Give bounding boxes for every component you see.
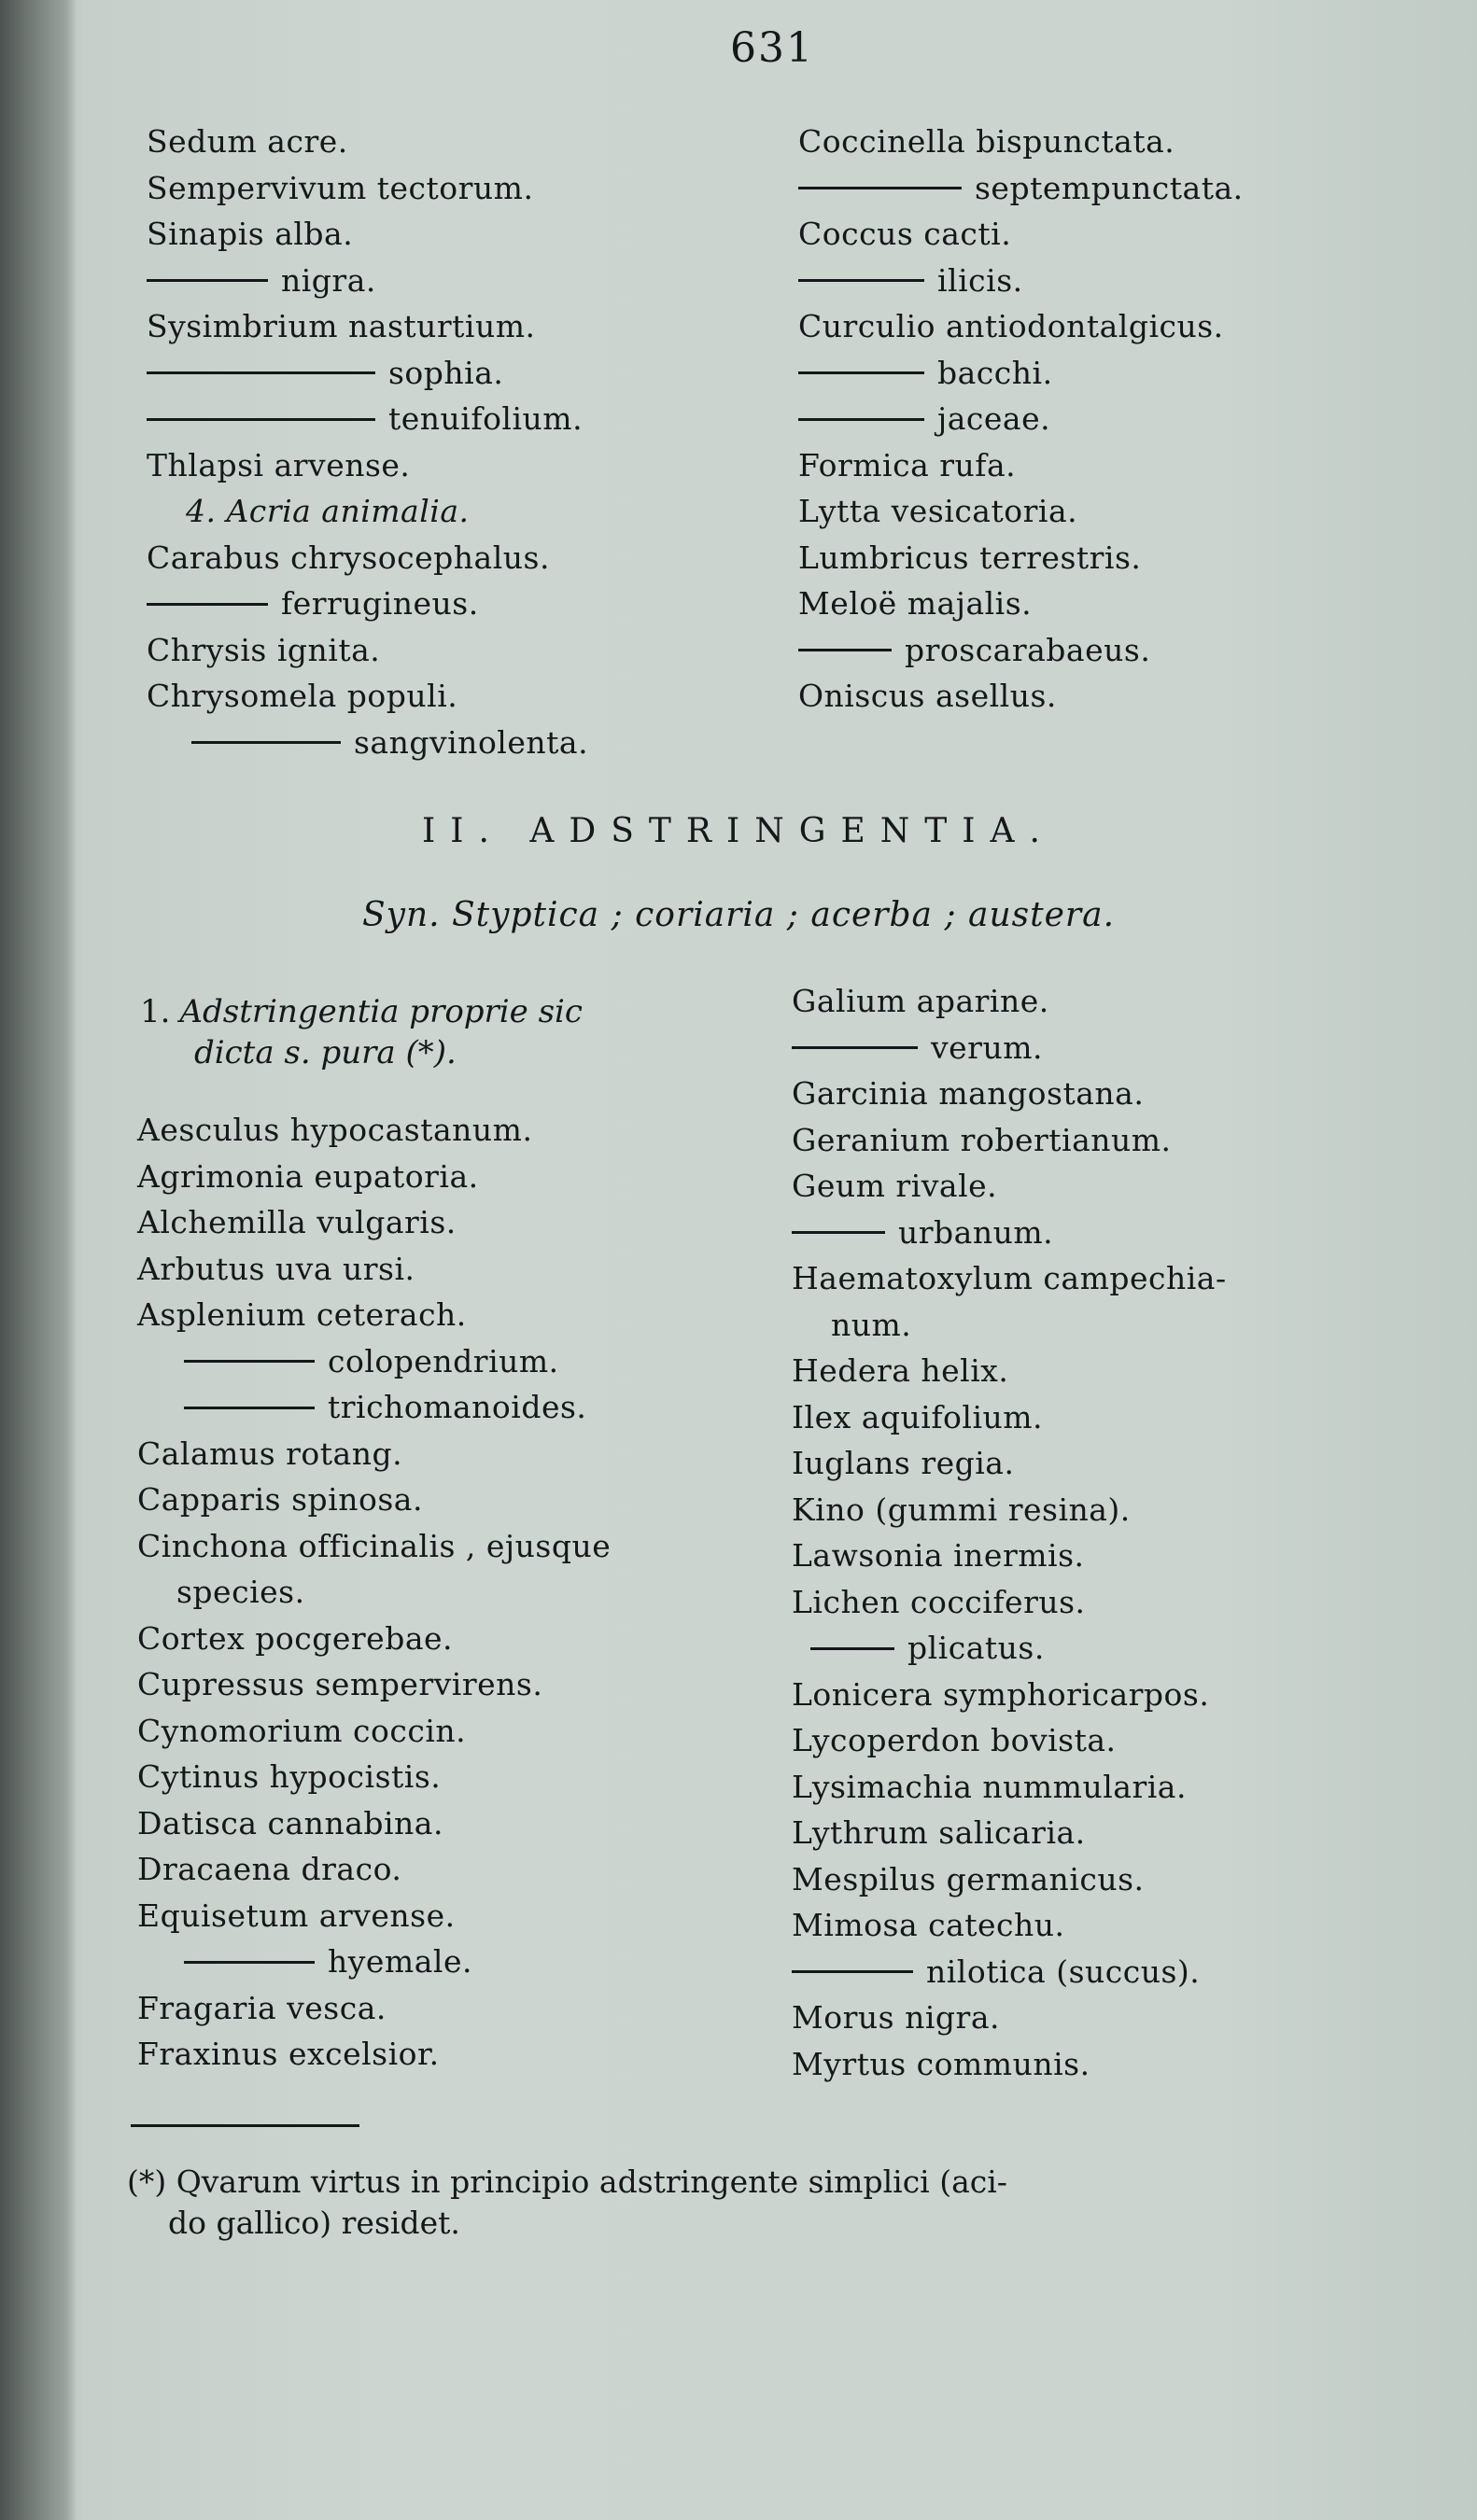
ditto-dash: [798, 371, 924, 374]
entry-line: [137, 1338, 772, 1385]
entry-line: [147, 211, 781, 258]
entry-line: [137, 1431, 772, 1477]
entry-text: 4. Acria animalia.: [186, 493, 470, 529]
entry-line: [137, 1985, 772, 2032]
entry-line: [147, 673, 781, 720]
entry-line: [798, 442, 1452, 489]
ditto-dash: [184, 1961, 315, 1964]
ditto-dash: [147, 279, 268, 282]
entry-text: Galium aparine.: [792, 983, 1049, 1019]
page-gutter: [0, 0, 77, 2520]
entry-text: Coccus cacti.: [798, 216, 1012, 252]
entry-text: Cynomorium coccin.: [137, 1712, 467, 1749]
entry-line: [792, 1810, 1445, 1856]
entry-line: [147, 488, 781, 535]
entry-line: [798, 119, 1452, 165]
entry-text: Lysimachia nummularia.: [792, 1768, 1187, 1805]
ditto-dash: [792, 1231, 885, 1234]
footnote-rule: [131, 2124, 359, 2127]
entry-text: plicatus.: [907, 1630, 1045, 1666]
entry-line: [798, 673, 1452, 720]
entry-line: [798, 303, 1452, 350]
subsection-number: 1.: [140, 993, 171, 1030]
entry-line: [137, 1661, 772, 1708]
entry-line: [147, 627, 781, 674]
entry-text: Chrysomela populi.: [147, 678, 458, 714]
entry-text: Aesculus hypocastanum.: [137, 1112, 533, 1148]
synonyms-line: Syn. Styptica ; coriaria ; acerba ; austera.: [361, 896, 1116, 934]
entry-text: Equisetum arvense.: [137, 1897, 456, 1934]
entry-line: [792, 1717, 1445, 1764]
entry-text: Kino (gummi resina).: [792, 1491, 1131, 1528]
entry-text: Alchemilla vulgaris.: [137, 1204, 457, 1240]
entry-text: Sempervivum tectorum.: [147, 169, 534, 206]
entry-text: ilicis.: [937, 261, 1023, 299]
entry-text: hyemale.: [328, 1943, 472, 1980]
entry-text: Garcinia mangostana.: [792, 1075, 1145, 1112]
entry-text: verum.: [931, 1029, 1043, 1066]
entry-line: [798, 165, 1452, 212]
entry-line: [792, 1163, 1445, 1210]
entry-line: [792, 2041, 1445, 2088]
entry-text: Mimosa catechu.: [792, 1907, 1065, 1943]
entry-line: [137, 2031, 772, 2078]
entry-text: species.: [176, 1574, 305, 1610]
ditto-dash: [798, 187, 962, 189]
entry-text: Lawsonia inermis.: [792, 1537, 1085, 1574]
entry-line: [792, 1071, 1445, 1117]
entry-text: Geum rivale.: [792, 1168, 998, 1204]
page-number: 631: [730, 24, 814, 72]
entry-line: [792, 1348, 1445, 1394]
entry-text: Oniscus asellus.: [798, 678, 1057, 714]
entry-line: [792, 1025, 1445, 1071]
ditto-dash: [184, 1360, 315, 1363]
ditto-dash: [191, 741, 341, 744]
entry-text: Datisca cannabina.: [137, 1804, 443, 1841]
entry-line: [792, 1902, 1445, 1949]
entry-text: jaceae.: [937, 400, 1051, 437]
entry-text: septempunctata.: [975, 169, 1244, 206]
bottom-right-column: [792, 978, 1445, 2087]
entry-line: [798, 488, 1452, 535]
entry-text: nilotica (succus).: [926, 1953, 1201, 1990]
entry-line: [137, 1154, 772, 1200]
entry-line: [147, 350, 781, 397]
entry-line: [792, 1255, 1445, 1302]
entry-line: [792, 1487, 1445, 1533]
footnote: [127, 2162, 1406, 2244]
entry-text: Sedum acre.: [147, 123, 348, 160]
entry-line: [137, 1523, 772, 1570]
ditto-dash: [798, 279, 924, 282]
entry-line: [147, 720, 781, 766]
entry-text: num.: [831, 1306, 912, 1343]
entry-line: [137, 1939, 772, 1985]
bottom-left-column: [137, 1107, 772, 2078]
entry-text: Dracaena draco.: [137, 1851, 402, 1887]
entry-line: [137, 1616, 772, 1662]
entry-line: [137, 1246, 772, 1293]
entry-text: Lichen cocciferus.: [792, 1583, 1086, 1620]
entry-text: Asplenium ceterach.: [137, 1296, 467, 1333]
entry-text: tenuifolium.: [388, 400, 584, 437]
entry-text: Coccinella bispunctata.: [798, 123, 1175, 160]
entry-line: [147, 442, 781, 489]
entry-line: [137, 1384, 772, 1431]
entry-line: [137, 1846, 772, 1893]
entry-line: [147, 581, 781, 627]
entry-text: sophia.: [388, 354, 504, 391]
subsection-heading: [140, 991, 775, 1073]
entry-text: Lytta vesicatoria.: [798, 493, 1078, 529]
entry-text: Mespilus germanicus.: [792, 1860, 1145, 1897]
entry-line: [792, 1117, 1445, 1164]
entry-text: Calamus rotang.: [137, 1435, 403, 1472]
entry-text: proscarabaeus.: [905, 631, 1151, 668]
entry-line: [137, 1569, 772, 1616]
top-right-column: [798, 119, 1452, 720]
entry-text: Haematoxylum campechia-: [792, 1260, 1227, 1296]
entry-text: Fragaria vesca.: [137, 1989, 387, 2026]
entry-line: [792, 1533, 1445, 1579]
entry-line: [792, 1672, 1445, 1718]
entry-line: [792, 1440, 1445, 1487]
section-heading: II. ADSTRINGENTIA.: [422, 812, 1055, 850]
entry-text: ferrugineus.: [281, 585, 479, 622]
entry-line: [137, 1199, 772, 1246]
ditto-dash: [184, 1407, 315, 1409]
entry-line: [792, 1302, 1445, 1349]
entry-line: [792, 1210, 1445, 1256]
entry-text: Morus nigra.: [792, 1999, 1000, 2036]
subsection-title-line1: Adstringentia proprie sic: [179, 993, 583, 1030]
entry-line: [792, 1394, 1445, 1441]
footnote-line1: (*) Qvarum virtus in principio adstringente simplici (aci-: [127, 2163, 1007, 2200]
entry-text: urbanum.: [898, 1213, 1054, 1251]
entry-text: Arbutus uva ursi.: [137, 1250, 415, 1287]
entry-text: trichomanoides.: [328, 1389, 587, 1425]
entry-line: [798, 350, 1452, 397]
entry-text: Lycoperdon bovista.: [792, 1722, 1117, 1758]
entry-line: [792, 1625, 1445, 1672]
entry-line: [147, 535, 781, 581]
entry-text: Ilex aquifolium.: [792, 1398, 1044, 1435]
entry-text: Cortex pocgerebae.: [137, 1619, 454, 1657]
entry-line: [798, 258, 1452, 304]
footnote-line2: do gallico) residet.: [168, 2205, 460, 2241]
entry-line: [137, 1292, 772, 1338]
entry-text: Formica rufa.: [798, 446, 1017, 483]
entry-text: Myrtus communis.: [792, 2045, 1090, 2082]
entry-line: [792, 1856, 1445, 1903]
ditto-dash: [798, 649, 892, 651]
entry-text: Sinapis alba.: [147, 216, 354, 252]
entry-text: Sysimbrium nasturtium.: [147, 308, 536, 344]
entry-text: Cupressus sempervirens.: [137, 1666, 543, 1702]
entry-line: [798, 581, 1452, 627]
entry-text: Meloë majalis.: [798, 585, 1033, 622]
entry-line: [147, 303, 781, 350]
entry-line: [137, 1800, 772, 1847]
ditto-dash: [147, 371, 375, 374]
ditto-dash: [798, 418, 924, 421]
entry-line: [137, 1708, 772, 1755]
entry-text: Carabus chrysocephalus.: [147, 539, 550, 576]
entry-text: bacchi.: [937, 354, 1053, 391]
entry-line: [147, 258, 781, 304]
entry-text: Thlapsi arvense.: [147, 446, 411, 483]
entry-text: colopendrium.: [328, 1342, 559, 1379]
entry-line: [792, 1949, 1445, 1995]
entry-text: Hedera helix.: [792, 1352, 1009, 1389]
entry-text: Cytinus hypocistis.: [137, 1758, 442, 1795]
entry-line: [137, 1107, 772, 1154]
entry-text: Lonicera symphoricarpos.: [792, 1675, 1210, 1713]
entry-text: Fraxinus excelsior.: [137, 2036, 440, 2072]
ditto-dash: [792, 1046, 918, 1049]
entry-text: Agrimonia eupatoria.: [137, 1157, 479, 1195]
top-left-column: [147, 119, 781, 765]
entry-line: [798, 211, 1452, 258]
entry-text: Curculio antiodontalgicus.: [798, 308, 1224, 344]
ditto-dash: [792, 1970, 913, 1973]
entry-text: Iuglans regia.: [792, 1445, 1015, 1481]
entry-line: [147, 165, 781, 212]
entry-line: [137, 1477, 772, 1523]
entry-line: [792, 978, 1445, 1025]
entry-line: [147, 119, 781, 165]
ditto-dash: [147, 603, 268, 606]
entry-text: Chrysis ignita.: [147, 631, 381, 668]
entry-line: [792, 1764, 1445, 1811]
ditto-dash: [810, 1647, 894, 1650]
entry-line: [792, 1995, 1445, 2041]
entry-line: [798, 396, 1452, 442]
entry-text: Lythrum salicaria.: [792, 1814, 1086, 1851]
entry-line: [137, 1754, 772, 1800]
entry-text: Lumbricus terrestris.: [798, 539, 1142, 576]
entry-text: Cinchona officinalis , ejusque: [137, 1527, 612, 1564]
entry-line: [147, 396, 781, 442]
entry-line: [798, 627, 1452, 674]
entry-text: Capparis spinosa.: [137, 1481, 423, 1518]
entry-text: nigra.: [281, 261, 376, 299]
entry-line: [792, 1579, 1445, 1626]
entry-text: sangvinolenta.: [354, 723, 589, 761]
ditto-dash: [147, 418, 375, 421]
entry-line: [798, 535, 1452, 581]
subsection-title-line2: dicta s. pura (*).: [194, 1034, 457, 1071]
entry-text: Geranium robertianum.: [792, 1121, 1172, 1158]
entry-line: [137, 1893, 772, 1939]
